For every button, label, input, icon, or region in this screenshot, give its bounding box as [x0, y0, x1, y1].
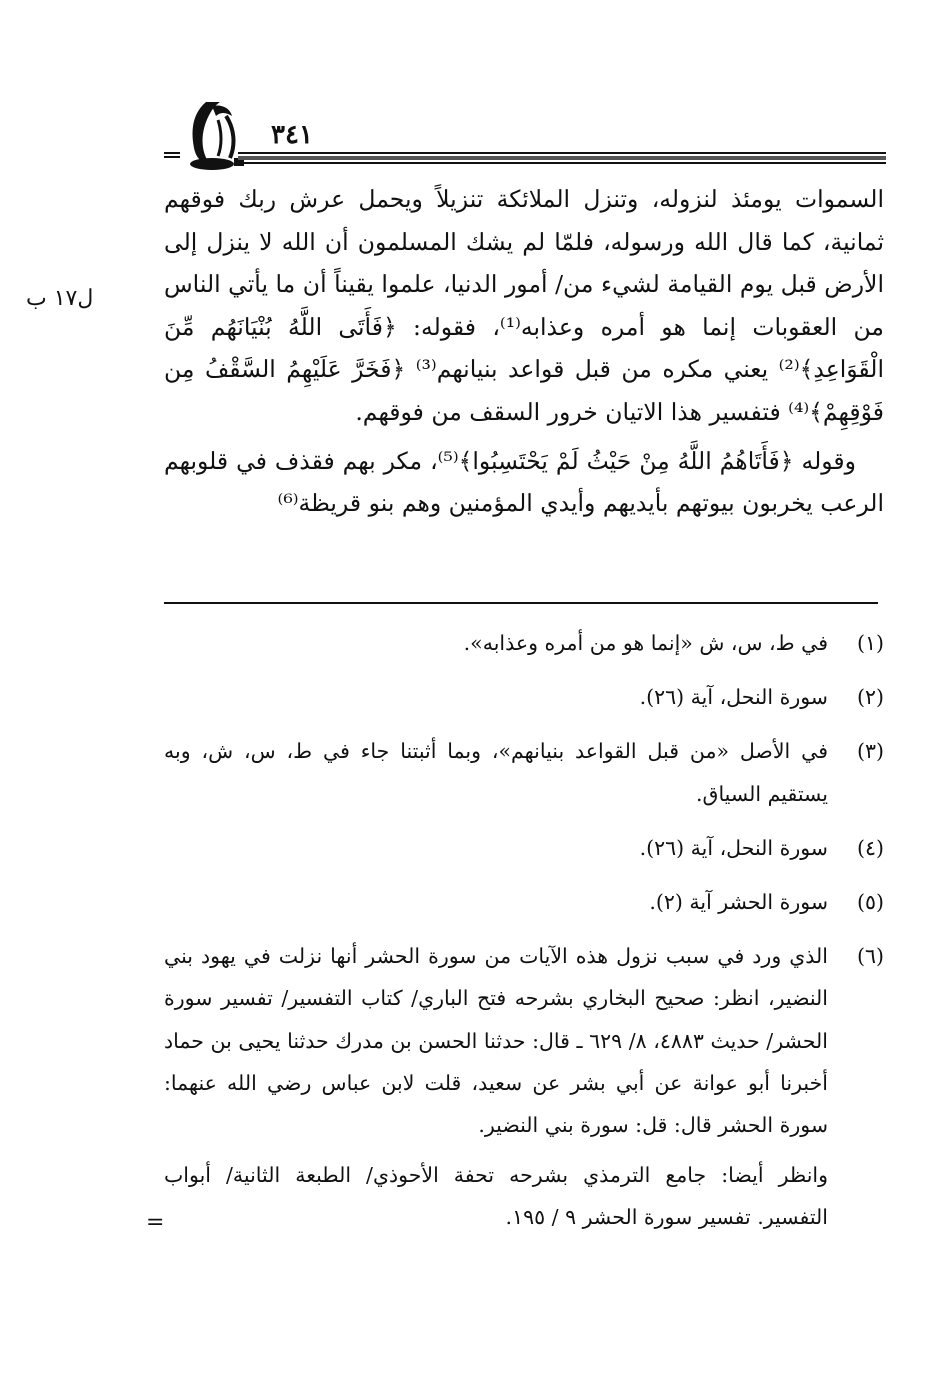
footnote-1 [164, 622, 884, 664]
footnotes [164, 622, 884, 1251]
footnote-number: (٢) [856, 685, 884, 710]
footnote-text: الذي ورد في سبب نزول هذه الآيات من سورة الحشر أنها نزلت في يهود بني النضير، انظر: صحيح البخاري بشرحه فتح الباري/ كتاب التفسير/ تفسير سورة الحشر/ حديث ٤٨٨٣، ٨/ ٦٢٩ ـ قال: حدثنا الحسن بن مدرك حدثنا يحيى بن حماد أخبرنا أبو عوانة عن أبي بشر عن سعيد، قلت لابن عباس رضي الله عنهما: سورة الحشر قال: قل: سورة بني النضير. [164, 944, 828, 1138]
footnote-text: سورة النحل، آية (٢٦). [639, 835, 828, 860]
margin-manuscript-folio-note: ل١٧ ب [26, 286, 94, 311]
footnote-number: (١) [856, 631, 884, 655]
footnote-number: (٦) [856, 944, 884, 969]
bottom-continuation-mark: = [146, 1210, 165, 1235]
footnote-3 [164, 730, 884, 814]
footnote-4 [164, 827, 884, 869]
footnote-separator [164, 602, 878, 604]
footnote-number: (٤) [856, 835, 884, 860]
footnote-5 [164, 881, 884, 923]
footnote-number: (٣) [856, 739, 884, 764]
footnote-text: في ط، س، ش «إنما هو من أمره وعذابه». [463, 631, 828, 655]
quill-inkpot-ornament [176, 98, 246, 172]
footnote-text: سورة الحشر آية (٢). [649, 890, 828, 915]
page-number: ٣٤١ [271, 120, 313, 150]
footnote-6-continuation: وانظر أيضا: جامع الترمذي بشرحه تحفة الأحوذي/ الطبعة الثانية/ أبواب التفسير. تفسير سورة الحشر ٩ / ١٩٥. [164, 1163, 828, 1230]
main-paragraph-1: السموات يومئذ لنزوله، وتنزل الملائكة تنزيلاً ويحمل عرش ربك فوقهم ثمانية، كما قال الله ورسوله، فلمّا لم يشك المسلمون أن الله لا ينزل إلى الأرض قبل يوم القيامة لشيء من/ أمور الدنيا، علموا يقيناً أن ما يأتي الناس من العقوبات إنما هو أمره وعذابه⁽¹⁾، فقوله: ﴿فَأَتَى اللَّهُ بُنْيَانَهُم مِّنَ الْقَوَاعِدِ﴾⁽²⁾ يعني مكره من قبل قواعد بنيانهم⁽³⁾ ﴿فَخَرَّ عَلَيْهِمُ السَّقْفُ مِن فَوْقِهِمْ﴾⁽⁴⁾ فتفسير هذا الاتيان خرور السقف من فوقهم. [164, 185, 884, 426]
footnote-number: (٥) [856, 890, 884, 915]
footnote-text: في الأصل «من قبل القواعد بنيانهم»، وبما أثبتنا جاء في ط، س، ش، وبه يستقيم السياق. [164, 739, 828, 806]
footnote-2 [164, 676, 884, 718]
main-paragraph-2: وقوله ﴿فَأَتَاهُمُ اللَّهُ مِنْ حَيْثُ لَمْ يَحْتَسِبُوا﴾⁽⁵⁾، مكر بهم فقذف في قلوبهم الرعب يخربون بيوتهم بأيديهم وأيدي المؤمنين وهم بنو قريظة⁽⁶⁾ [164, 446, 884, 518]
main-text [164, 178, 884, 525]
footnote-text: سورة النحل، آية (٢٦). [639, 685, 828, 710]
header-rule-left-dash [164, 152, 180, 158]
header-rule [238, 152, 886, 166]
footnote-6 [164, 935, 884, 1238]
